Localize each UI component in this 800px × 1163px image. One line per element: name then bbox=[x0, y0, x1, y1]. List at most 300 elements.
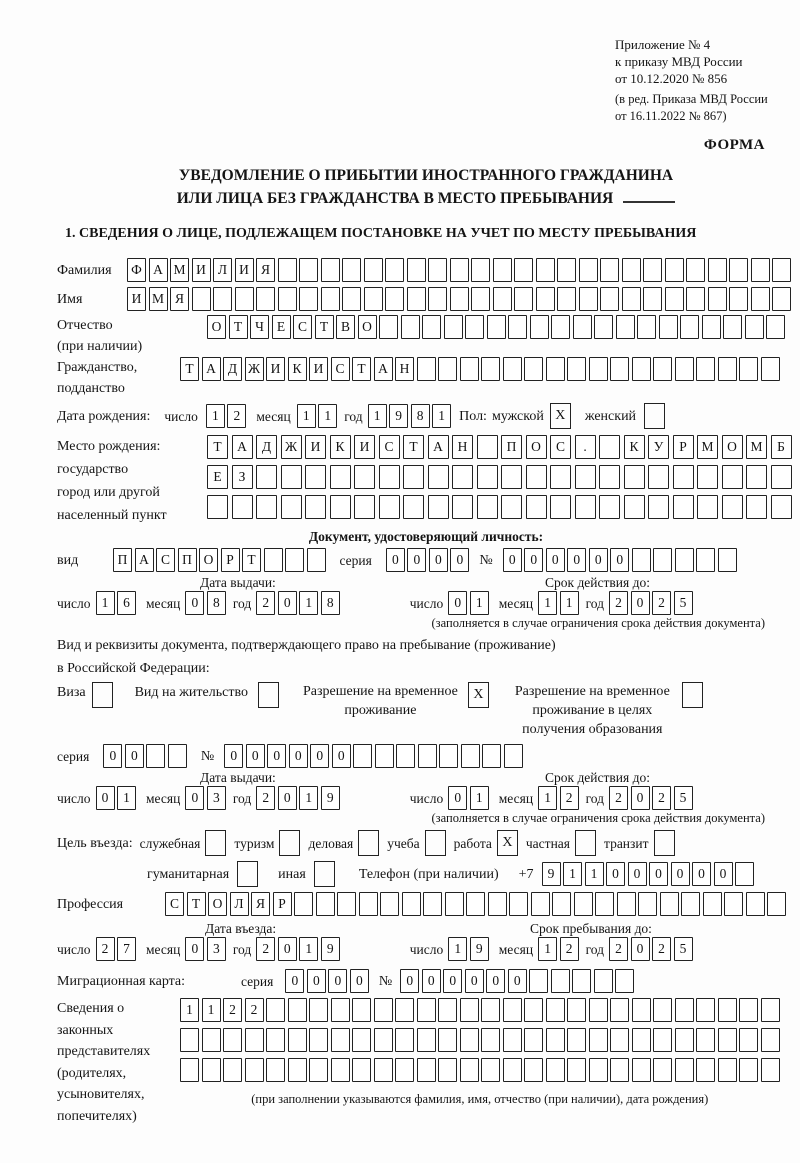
char-cell[interactable]: 3 bbox=[207, 786, 226, 810]
char-cell[interactable]: 1 bbox=[432, 404, 451, 428]
char-cell[interactable] bbox=[503, 1028, 522, 1052]
char-cell[interactable] bbox=[772, 258, 791, 282]
char-cell[interactable] bbox=[481, 357, 500, 381]
char-cell[interactable] bbox=[746, 892, 765, 916]
char-cell[interactable]: И bbox=[354, 435, 375, 459]
purpose-other-checkbox[interactable] bbox=[314, 861, 335, 887]
char-cell[interactable]: 0 bbox=[610, 548, 629, 572]
char-cell[interactable] bbox=[718, 998, 737, 1022]
char-cell[interactable] bbox=[331, 1028, 350, 1052]
char-cell[interactable]: Т bbox=[352, 357, 371, 381]
char-cell[interactable] bbox=[374, 1028, 393, 1052]
char-cell[interactable] bbox=[288, 1028, 307, 1052]
char-cell[interactable]: П bbox=[501, 435, 522, 459]
char-cell[interactable] bbox=[675, 357, 694, 381]
char-cell[interactable] bbox=[401, 315, 420, 339]
char-cell[interactable] bbox=[617, 892, 636, 916]
char-cell[interactable] bbox=[718, 357, 737, 381]
char-cell[interactable] bbox=[632, 1058, 651, 1082]
char-cell[interactable] bbox=[567, 1028, 586, 1052]
char-cell[interactable]: 5 bbox=[674, 786, 693, 810]
char-cell[interactable] bbox=[589, 357, 608, 381]
char-cell[interactable] bbox=[653, 357, 672, 381]
char-cell[interactable] bbox=[180, 1028, 199, 1052]
char-cell[interactable] bbox=[659, 315, 678, 339]
char-cell[interactable] bbox=[168, 744, 187, 768]
char-cell[interactable] bbox=[403, 495, 424, 519]
char-cell[interactable] bbox=[402, 892, 421, 916]
char-cell[interactable] bbox=[718, 548, 737, 572]
char-cell[interactable] bbox=[418, 744, 437, 768]
char-cell[interactable] bbox=[632, 548, 651, 572]
char-cell[interactable]: Т bbox=[242, 548, 261, 572]
char-cell[interactable]: 0 bbox=[224, 744, 243, 768]
char-cell[interactable] bbox=[354, 465, 375, 489]
char-cell[interactable] bbox=[452, 465, 473, 489]
char-cell[interactable] bbox=[354, 495, 375, 519]
char-cell[interactable]: 2 bbox=[256, 591, 275, 615]
char-cell[interactable]: И bbox=[127, 287, 146, 311]
char-cell[interactable] bbox=[337, 892, 356, 916]
char-cell[interactable] bbox=[385, 287, 404, 311]
char-cell[interactable] bbox=[385, 258, 404, 282]
char-cell[interactable] bbox=[673, 465, 694, 489]
char-cell[interactable]: 0 bbox=[289, 744, 308, 768]
char-cell[interactable]: 2 bbox=[560, 786, 579, 810]
char-cell[interactable] bbox=[697, 495, 718, 519]
char-cell[interactable] bbox=[504, 744, 523, 768]
char-cell[interactable] bbox=[223, 1028, 242, 1052]
char-cell[interactable] bbox=[417, 357, 436, 381]
char-cell[interactable] bbox=[353, 744, 372, 768]
char-cell[interactable] bbox=[772, 287, 791, 311]
char-cell[interactable]: 9 bbox=[542, 862, 561, 886]
char-cell[interactable] bbox=[465, 315, 484, 339]
char-cell[interactable]: 0 bbox=[631, 937, 650, 961]
char-cell[interactable]: 9 bbox=[389, 404, 408, 428]
char-cell[interactable] bbox=[557, 287, 576, 311]
char-cell[interactable] bbox=[471, 287, 490, 311]
char-cell[interactable]: М bbox=[697, 435, 718, 459]
char-cell[interactable]: 1 bbox=[470, 786, 489, 810]
char-cell[interactable]: 6 bbox=[117, 591, 136, 615]
char-cell[interactable] bbox=[551, 969, 570, 993]
char-cell[interactable]: 0 bbox=[443, 969, 462, 993]
char-cell[interactable] bbox=[751, 287, 770, 311]
char-cell[interactable]: О bbox=[358, 315, 377, 339]
char-cell[interactable] bbox=[245, 1058, 264, 1082]
char-cell[interactable]: И bbox=[305, 435, 326, 459]
char-cell[interactable]: И bbox=[266, 357, 285, 381]
char-cell[interactable]: 2 bbox=[227, 404, 246, 428]
char-cell[interactable] bbox=[266, 998, 285, 1022]
char-cell[interactable] bbox=[624, 495, 645, 519]
visa-checkbox[interactable] bbox=[92, 682, 113, 708]
char-cell[interactable]: Т bbox=[207, 435, 228, 459]
char-cell[interactable]: 2 bbox=[609, 591, 628, 615]
char-cell[interactable] bbox=[417, 1058, 436, 1082]
char-cell[interactable] bbox=[309, 1028, 328, 1052]
char-cell[interactable] bbox=[632, 1028, 651, 1052]
char-cell[interactable] bbox=[771, 465, 792, 489]
char-cell[interactable]: 0 bbox=[546, 548, 565, 572]
char-cell[interactable]: 9 bbox=[470, 937, 489, 961]
char-cell[interactable]: Е bbox=[272, 315, 291, 339]
char-cell[interactable] bbox=[422, 315, 441, 339]
char-cell[interactable] bbox=[718, 1058, 737, 1082]
char-cell[interactable]: 0 bbox=[524, 548, 543, 572]
char-cell[interactable] bbox=[508, 315, 527, 339]
char-cell[interactable] bbox=[616, 315, 635, 339]
char-cell[interactable]: 0 bbox=[185, 937, 204, 961]
char-cell[interactable]: К bbox=[288, 357, 307, 381]
char-cell[interactable] bbox=[471, 258, 490, 282]
char-cell[interactable]: Т bbox=[180, 357, 199, 381]
char-cell[interactable]: Е bbox=[207, 465, 228, 489]
char-cell[interactable]: Ф bbox=[127, 258, 146, 282]
char-cell[interactable] bbox=[722, 495, 743, 519]
char-cell[interactable]: 0 bbox=[631, 591, 650, 615]
char-cell[interactable] bbox=[305, 495, 326, 519]
char-cell[interactable]: А bbox=[135, 548, 154, 572]
char-cell[interactable]: 2 bbox=[223, 998, 242, 1022]
char-cell[interactable]: 0 bbox=[278, 591, 297, 615]
char-cell[interactable] bbox=[488, 892, 507, 916]
char-cell[interactable] bbox=[288, 1058, 307, 1082]
char-cell[interactable] bbox=[660, 892, 679, 916]
residence-permit-checkbox[interactable] bbox=[258, 682, 279, 708]
char-cell[interactable] bbox=[546, 1028, 565, 1052]
char-cell[interactable] bbox=[696, 357, 715, 381]
char-cell[interactable]: 0 bbox=[407, 548, 426, 572]
char-cell[interactable] bbox=[395, 1028, 414, 1052]
char-cell[interactable] bbox=[395, 998, 414, 1022]
char-cell[interactable]: 0 bbox=[285, 969, 304, 993]
char-cell[interactable]: С bbox=[156, 548, 175, 572]
char-cell[interactable] bbox=[610, 1028, 629, 1052]
char-cell[interactable]: З bbox=[232, 465, 253, 489]
char-cell[interactable]: Я bbox=[170, 287, 189, 311]
char-cell[interactable] bbox=[673, 495, 694, 519]
char-cell[interactable] bbox=[309, 1058, 328, 1082]
char-cell[interactable] bbox=[724, 892, 743, 916]
char-cell[interactable] bbox=[557, 258, 576, 282]
char-cell[interactable]: 2 bbox=[652, 937, 671, 961]
char-cell[interactable] bbox=[550, 465, 571, 489]
char-cell[interactable] bbox=[696, 998, 715, 1022]
char-cell[interactable] bbox=[331, 998, 350, 1022]
char-cell[interactable]: 0 bbox=[103, 744, 122, 768]
char-cell[interactable] bbox=[546, 357, 565, 381]
char-cell[interactable]: 0 bbox=[422, 969, 441, 993]
char-cell[interactable] bbox=[675, 998, 694, 1022]
char-cell[interactable] bbox=[599, 495, 620, 519]
char-cell[interactable] bbox=[599, 465, 620, 489]
char-cell[interactable]: 0 bbox=[125, 744, 144, 768]
char-cell[interactable]: П bbox=[178, 548, 197, 572]
char-cell[interactable] bbox=[622, 287, 641, 311]
char-cell[interactable]: 2 bbox=[245, 998, 264, 1022]
char-cell[interactable]: Ж bbox=[281, 435, 302, 459]
char-cell[interactable] bbox=[256, 465, 277, 489]
char-cell[interactable]: 0 bbox=[448, 786, 467, 810]
char-cell[interactable] bbox=[493, 258, 512, 282]
char-cell[interactable]: С bbox=[331, 357, 350, 381]
char-cell[interactable] bbox=[665, 287, 684, 311]
char-cell[interactable]: 0 bbox=[185, 591, 204, 615]
char-cell[interactable]: 0 bbox=[267, 744, 286, 768]
char-cell[interactable] bbox=[643, 258, 662, 282]
char-cell[interactable] bbox=[665, 258, 684, 282]
char-cell[interactable]: С bbox=[165, 892, 184, 916]
char-cell[interactable] bbox=[551, 315, 570, 339]
char-cell[interactable] bbox=[589, 1058, 608, 1082]
char-cell[interactable] bbox=[643, 287, 662, 311]
char-cell[interactable]: 0 bbox=[631, 786, 650, 810]
char-cell[interactable] bbox=[524, 1028, 543, 1052]
char-cell[interactable]: 1 bbox=[538, 591, 557, 615]
char-cell[interactable] bbox=[536, 258, 555, 282]
char-cell[interactable] bbox=[266, 1058, 285, 1082]
char-cell[interactable]: Н bbox=[395, 357, 414, 381]
char-cell[interactable] bbox=[739, 998, 758, 1022]
char-cell[interactable]: 1 bbox=[563, 862, 582, 886]
char-cell[interactable]: 2 bbox=[256, 937, 275, 961]
char-cell[interactable] bbox=[761, 357, 780, 381]
char-cell[interactable] bbox=[445, 892, 464, 916]
char-cell[interactable] bbox=[450, 258, 469, 282]
char-cell[interactable] bbox=[146, 744, 165, 768]
char-cell[interactable] bbox=[288, 998, 307, 1022]
char-cell[interactable] bbox=[364, 287, 383, 311]
char-cell[interactable]: 0 bbox=[278, 937, 297, 961]
char-cell[interactable] bbox=[342, 287, 361, 311]
char-cell[interactable]: А bbox=[374, 357, 393, 381]
char-cell[interactable] bbox=[529, 969, 548, 993]
char-cell[interactable] bbox=[256, 287, 275, 311]
char-cell[interactable] bbox=[624, 465, 645, 489]
char-cell[interactable] bbox=[299, 258, 318, 282]
char-cell[interactable] bbox=[552, 892, 571, 916]
char-cell[interactable] bbox=[766, 315, 785, 339]
char-cell[interactable] bbox=[450, 287, 469, 311]
char-cell[interactable]: 0 bbox=[332, 744, 351, 768]
char-cell[interactable] bbox=[648, 465, 669, 489]
char-cell[interactable]: С bbox=[379, 435, 400, 459]
char-cell[interactable] bbox=[675, 548, 694, 572]
char-cell[interactable]: 8 bbox=[207, 591, 226, 615]
char-cell[interactable]: Т bbox=[403, 435, 424, 459]
char-cell[interactable] bbox=[622, 258, 641, 282]
char-cell[interactable]: 1 bbox=[297, 404, 316, 428]
char-cell[interactable] bbox=[610, 357, 629, 381]
char-cell[interactable] bbox=[708, 258, 727, 282]
char-cell[interactable] bbox=[579, 287, 598, 311]
char-cell[interactable]: Т bbox=[315, 315, 334, 339]
char-cell[interactable] bbox=[546, 1058, 565, 1082]
char-cell[interactable] bbox=[653, 1028, 672, 1052]
char-cell[interactable] bbox=[428, 465, 449, 489]
char-cell[interactable]: 0 bbox=[465, 969, 484, 993]
char-cell[interactable] bbox=[632, 357, 651, 381]
char-cell[interactable]: 2 bbox=[256, 786, 275, 810]
temp-permit-checkbox[interactable]: X bbox=[468, 682, 489, 708]
char-cell[interactable]: М bbox=[149, 287, 168, 311]
char-cell[interactable] bbox=[428, 495, 449, 519]
char-cell[interactable] bbox=[285, 548, 304, 572]
char-cell[interactable]: 1 bbox=[96, 591, 115, 615]
char-cell[interactable]: 9 bbox=[321, 786, 340, 810]
char-cell[interactable] bbox=[761, 1058, 780, 1082]
char-cell[interactable] bbox=[550, 495, 571, 519]
char-cell[interactable]: 0 bbox=[671, 862, 690, 886]
char-cell[interactable] bbox=[223, 1058, 242, 1082]
char-cell[interactable]: 0 bbox=[692, 862, 711, 886]
char-cell[interactable]: 1 bbox=[299, 786, 318, 810]
char-cell[interactable] bbox=[202, 1058, 221, 1082]
char-cell[interactable] bbox=[735, 862, 754, 886]
char-cell[interactable]: 0 bbox=[429, 548, 448, 572]
char-cell[interactable] bbox=[374, 998, 393, 1022]
char-cell[interactable]: 5 bbox=[674, 937, 693, 961]
char-cell[interactable] bbox=[264, 548, 283, 572]
char-cell[interactable]: 0 bbox=[649, 862, 668, 886]
char-cell[interactable]: 8 bbox=[321, 591, 340, 615]
char-cell[interactable]: О bbox=[526, 435, 547, 459]
char-cell[interactable]: 0 bbox=[448, 591, 467, 615]
char-cell[interactable] bbox=[524, 998, 543, 1022]
char-cell[interactable]: 2 bbox=[96, 937, 115, 961]
char-cell[interactable] bbox=[751, 258, 770, 282]
char-cell[interactable] bbox=[530, 315, 549, 339]
char-cell[interactable] bbox=[648, 495, 669, 519]
char-cell[interactable] bbox=[359, 892, 378, 916]
char-cell[interactable] bbox=[599, 435, 620, 459]
char-cell[interactable] bbox=[395, 1058, 414, 1082]
char-cell[interactable]: 1 bbox=[202, 998, 221, 1022]
char-cell[interactable] bbox=[761, 998, 780, 1022]
char-cell[interactable] bbox=[281, 465, 302, 489]
char-cell[interactable] bbox=[460, 357, 479, 381]
char-cell[interactable]: 8 bbox=[411, 404, 430, 428]
char-cell[interactable] bbox=[466, 892, 485, 916]
char-cell[interactable]: 0 bbox=[450, 548, 469, 572]
char-cell[interactable] bbox=[379, 315, 398, 339]
char-cell[interactable] bbox=[379, 495, 400, 519]
char-cell[interactable]: 7 bbox=[117, 937, 136, 961]
char-cell[interactable]: 1 bbox=[180, 998, 199, 1022]
char-cell[interactable]: Н bbox=[452, 435, 473, 459]
char-cell[interactable]: 1 bbox=[538, 937, 557, 961]
char-cell[interactable]: М bbox=[746, 435, 767, 459]
char-cell[interactable] bbox=[501, 495, 522, 519]
char-cell[interactable] bbox=[503, 357, 522, 381]
char-cell[interactable] bbox=[481, 998, 500, 1022]
char-cell[interactable]: 0 bbox=[307, 969, 326, 993]
char-cell[interactable] bbox=[487, 315, 506, 339]
char-cell[interactable] bbox=[503, 998, 522, 1022]
char-cell[interactable] bbox=[452, 495, 473, 519]
char-cell[interactable]: 1 bbox=[299, 591, 318, 615]
char-cell[interactable] bbox=[610, 1058, 629, 1082]
char-cell[interactable]: А bbox=[232, 435, 253, 459]
char-cell[interactable]: 0 bbox=[606, 862, 625, 886]
char-cell[interactable] bbox=[589, 1028, 608, 1052]
char-cell[interactable] bbox=[423, 892, 442, 916]
char-cell[interactable]: 2 bbox=[652, 591, 671, 615]
char-cell[interactable]: 2 bbox=[652, 786, 671, 810]
char-cell[interactable] bbox=[235, 287, 254, 311]
char-cell[interactable] bbox=[729, 258, 748, 282]
char-cell[interactable]: И bbox=[235, 258, 254, 282]
purpose-work-checkbox[interactable]: X bbox=[497, 830, 518, 856]
char-cell[interactable] bbox=[686, 258, 705, 282]
char-cell[interactable]: С bbox=[550, 435, 571, 459]
char-cell[interactable] bbox=[526, 465, 547, 489]
purpose-tourism-checkbox[interactable] bbox=[279, 830, 300, 856]
char-cell[interactable] bbox=[514, 287, 533, 311]
char-cell[interactable] bbox=[321, 287, 340, 311]
char-cell[interactable]: 0 bbox=[508, 969, 527, 993]
sex-male-checkbox[interactable]: X bbox=[550, 403, 571, 429]
char-cell[interactable]: 0 bbox=[386, 548, 405, 572]
char-cell[interactable] bbox=[438, 1028, 457, 1052]
char-cell[interactable] bbox=[739, 1028, 758, 1052]
char-cell[interactable]: Д bbox=[223, 357, 242, 381]
char-cell[interactable] bbox=[364, 258, 383, 282]
char-cell[interactable]: А bbox=[428, 435, 449, 459]
char-cell[interactable] bbox=[407, 287, 426, 311]
char-cell[interactable] bbox=[321, 258, 340, 282]
char-cell[interactable]: 2 bbox=[560, 937, 579, 961]
char-cell[interactable]: Л bbox=[213, 258, 232, 282]
char-cell[interactable]: 1 bbox=[470, 591, 489, 615]
char-cell[interactable] bbox=[574, 892, 593, 916]
char-cell[interactable] bbox=[575, 465, 596, 489]
char-cell[interactable] bbox=[396, 744, 415, 768]
char-cell[interactable] bbox=[278, 287, 297, 311]
char-cell[interactable] bbox=[600, 287, 619, 311]
char-cell[interactable] bbox=[675, 1058, 694, 1082]
char-cell[interactable] bbox=[438, 357, 457, 381]
char-cell[interactable] bbox=[536, 287, 555, 311]
char-cell[interactable] bbox=[594, 315, 613, 339]
char-cell[interactable]: Р bbox=[273, 892, 292, 916]
char-cell[interactable] bbox=[330, 465, 351, 489]
char-cell[interactable] bbox=[697, 465, 718, 489]
char-cell[interactable] bbox=[503, 1058, 522, 1082]
char-cell[interactable] bbox=[675, 1028, 694, 1052]
char-cell[interactable] bbox=[278, 258, 297, 282]
char-cell[interactable]: 0 bbox=[278, 786, 297, 810]
char-cell[interactable] bbox=[501, 465, 522, 489]
char-cell[interactable] bbox=[696, 548, 715, 572]
char-cell[interactable]: У bbox=[648, 435, 669, 459]
char-cell[interactable]: 0 bbox=[400, 969, 419, 993]
char-cell[interactable] bbox=[653, 1058, 672, 1082]
char-cell[interactable] bbox=[514, 258, 533, 282]
purpose-transit-checkbox[interactable] bbox=[654, 830, 675, 856]
char-cell[interactable]: 1 bbox=[206, 404, 225, 428]
char-cell[interactable] bbox=[316, 892, 335, 916]
char-cell[interactable] bbox=[696, 1058, 715, 1082]
char-cell[interactable]: А bbox=[149, 258, 168, 282]
char-cell[interactable] bbox=[352, 998, 371, 1022]
char-cell[interactable] bbox=[653, 548, 672, 572]
char-cell[interactable] bbox=[213, 287, 232, 311]
char-cell[interactable] bbox=[481, 1058, 500, 1082]
char-cell[interactable] bbox=[417, 1028, 436, 1052]
